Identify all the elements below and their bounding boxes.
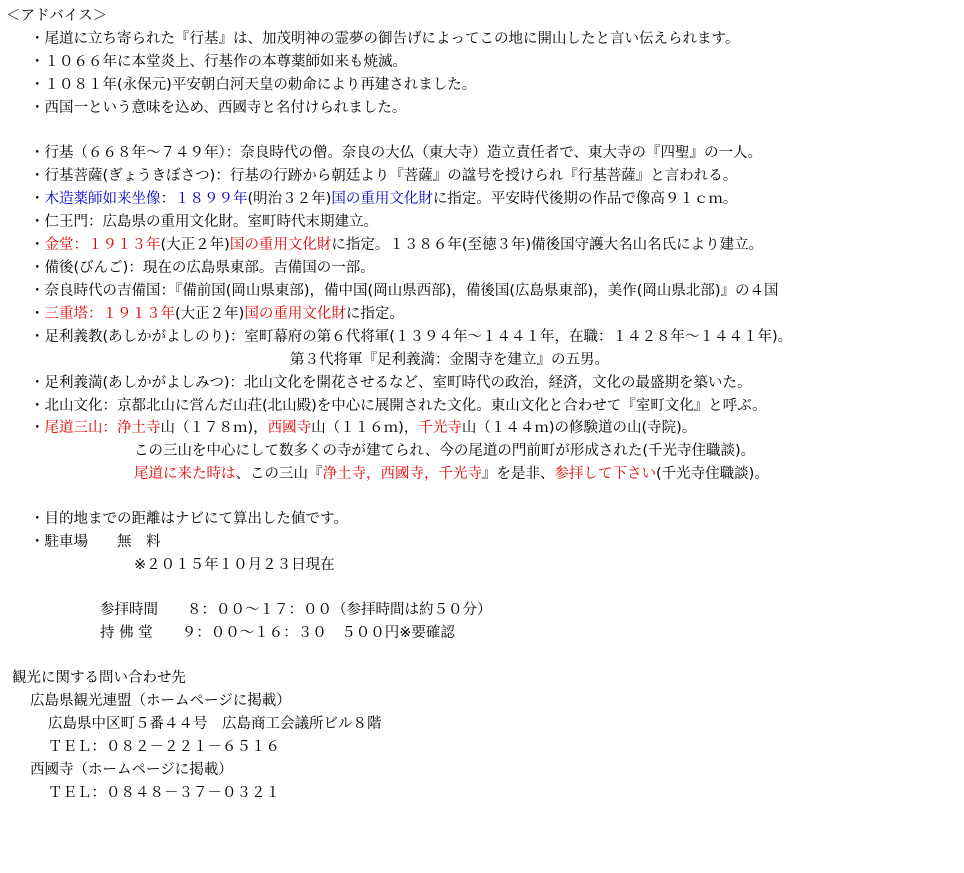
sanjunoto-year: １９１３年 [102, 306, 175, 322]
saikokuji-name: 西國寺 [267, 420, 312, 436]
niomon-note: ・仁王門：広島県の重用文化財。室町時代末期建立。 [30, 214, 378, 230]
yakushi-rest: に指定。平安時代後期の作品で像高９１ｃｍ。 [432, 191, 738, 207]
senkoji-rest: 山（１４４ｍ)の修験道の山(寺院)。 [461, 420, 697, 436]
bullet: ・ [30, 420, 45, 436]
kondo-designation: 国の重用文化財 [229, 237, 332, 253]
sanzan-text: (千光寺住職談)。 [656, 466, 769, 482]
distance-note: ・目的地までの距離はナビにて算出した値です。 [30, 511, 348, 527]
parking-note: ・駐車場 無 料 [30, 534, 161, 550]
sanzan-please-visit: 参拝して下さい [554, 466, 656, 482]
history-line: ・１０６６年に本堂炎上、行基作の本尊薬師如来も焼滅。 [30, 54, 407, 70]
yakushi-year: １８９９年 [175, 191, 248, 207]
history-line: ・尾道に立ち寄られた『行基』は、加茂明神の霊夢の御告げによってこの地に開山したと言い伝えられます。 [30, 31, 740, 47]
kondo-year: １９１３年 [88, 237, 161, 253]
sanzan-label: 尾道三山： [44, 420, 117, 436]
sanzan-note [30, 421, 696, 436]
gyoki-bosatsu-note: ・行基菩薩(ぎょうきぼさつ)：行基の行跡から朝廷より『菩薩』の諡号を授けられ『行基菩薩』と言われる。 [30, 168, 738, 184]
jodoji-name: 浄土寺 [117, 420, 161, 436]
yakushi-designation: 国の重用文化財 [331, 191, 433, 207]
kondo-note [30, 238, 763, 253]
kondo-era: (大正２年) [160, 237, 230, 253]
history-line: ・１０８１年(永保元)平安朝白河天皇の勅命により再建されました。 [30, 77, 477, 93]
kondo-name: 金堂： [44, 237, 88, 253]
yakushi-note [30, 192, 737, 207]
yakushi-name: 木造薬師如来坐像： [44, 191, 175, 207]
contact-org: 広島県観光連盟（ホームページに掲載） [30, 693, 291, 709]
sanzan-line-2: この三山を中心にして数多くの寺が建てられ、今の尾道の門前町が形成された(千光寺住職談)。 [134, 443, 756, 459]
contact-tel: ＴＥＬ：０８４８－３７－０３２１ [48, 785, 280, 801]
sanjunoto-designation: 国の重用文化財 [244, 306, 346, 322]
sanjunoto-note [30, 307, 404, 322]
sanjunoto-name: 三重塔： [44, 306, 103, 322]
kibi-note: ・奈良時代の吉備国：『備前国(岡山県東部)，備中国(岡山県西部)，備後国(広島県東部)，美作(岡山県北部)』の４国 [30, 283, 779, 299]
sanjunoto-era: (大正２年) [175, 306, 245, 322]
kondo-rest: に指定。１３８６年(至徳３年)備後国守護大名山名氏により建立。 [331, 237, 764, 253]
contact-tel: ＴＥＬ：０８２－２２１－６５１６ [48, 739, 280, 755]
yoshinori-note: ・足利義教(あしかがよしのり)：室町幕府の第６代将軍(１３９４年～１４４１年，在職：１４２８年～１４４１年)。 [30, 329, 793, 345]
saikokuji-rest: 山（１１６ｍ)， [311, 420, 419, 436]
sanjunoto-rest: に指定。 [345, 306, 404, 322]
gyoki-note: ・行基（６６８年～７４９年）：奈良時代の僧。奈良の大仏（東大寺）造立責任者で、東大寺の『四聖』の一人。 [30, 145, 762, 161]
sanzan-line-3 [134, 467, 769, 482]
contact-heading: 観光に関する問い合わせ先 [12, 670, 186, 686]
kitayama-note: ・北山文化：京都北山に営んだ山荘(北山殿)を中心に展開された文化。東山文化と合わせて『室町文化』と呼ぶ。 [30, 398, 767, 414]
bullet: ・ [30, 306, 45, 322]
yoshinori-note-cont: 第３代将軍『足利義満：金閣寺を建立』の五男。 [290, 352, 609, 368]
bingo-note: ・備後(びんご)：現在の広島県東部。吉備国の一部。 [30, 260, 375, 276]
jibutsudo-hours: 持 佛 堂 ９：００～１６：３０ ５００円※要確認 [100, 625, 455, 641]
sanzan-visit-lead: 尾道に来た時は [134, 466, 236, 482]
yoshimitsu-note: ・足利義満(あしかがよしみつ)：北山文化を開花させるなど、室町時代の政治，経済，文化の最盛期を築いた。 [30, 375, 752, 391]
jodoji-rest: 山（１７８ｍ)， [160, 420, 268, 436]
sanzan-text: 』を是非、 [482, 466, 555, 482]
worship-hours: 参拝時間 ８：００～１７：００（参拝時間は約５０分） [100, 602, 492, 618]
bullet: ・ [30, 191, 45, 207]
contact-org: 西國寺（ホームページに掲載） [30, 762, 233, 778]
history-line: ・西国一という意味を込め、西國寺と名付けられました。 [30, 100, 407, 116]
senkoji-name: 千光寺 [418, 420, 462, 436]
advice-heading: ＜アドバイス＞ [6, 8, 108, 24]
sanzan-temples: 浄土寺，西國寺，千光寺 [322, 466, 482, 482]
yakushi-era: (明治３２年) [247, 191, 332, 207]
contact-address: 広島県中区町５番４４号 広島商工会議所ビル８階 [48, 716, 382, 732]
sanzan-text: 、この三山『 [235, 466, 323, 482]
bullet: ・ [30, 237, 45, 253]
as-of-date: ※２０１５年１０月２３日現在 [134, 557, 335, 573]
